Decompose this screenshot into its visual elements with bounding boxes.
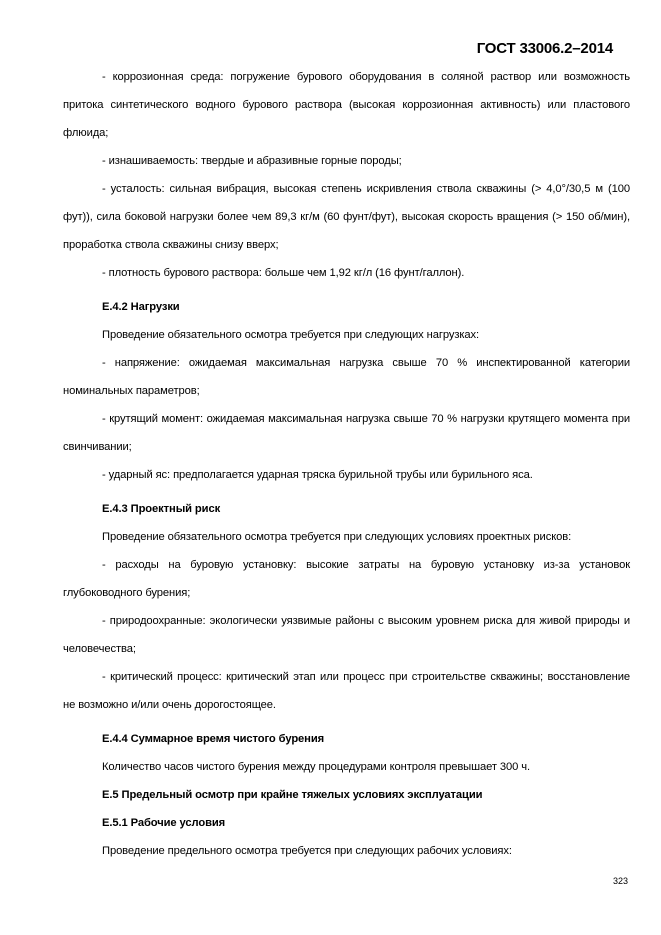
section-heading-operating-conditions: Е.5.1 Рабочие условия bbox=[102, 817, 226, 829]
paragraph-corrosive-environment: - коррозионная среда: погружение бурового оборудования в соляной раствор или возможность притока синтетического водного бурового раствора (высокая коррозионная активность) или пластового флюида; bbox=[63, 71, 630, 139]
section-heading-design-risk: Е.4.3 Проектный риск bbox=[102, 503, 221, 515]
paragraph-mud-density: - плотность бурового раствора: больше чем 1,92 кг/л (16 фунт/галлон). bbox=[102, 267, 465, 279]
paragraph-wear: - изнашиваемость: твердые и абразивные горные породы; bbox=[102, 155, 402, 167]
paragraph-environmental: - природоохранные: экологически уязвимые районы с высоким уровнем риска для живой природы и человечества; bbox=[63, 615, 630, 655]
paragraph-fatigue: - усталость: сильная вибрация, высокая степень искривления ствола скважины (> 4,0°/30,5 м (100 фут)), сила боковой нагрузки более чем 89,3 кг/м (60 фунт/фут), высокая скорость вращения (> 150 об/мин), проработка ствола скважины снизу вверх; bbox=[63, 183, 630, 251]
paragraph-jar: - ударный яс: предполагается ударная тряска бурильной трубы или бурильного яса. bbox=[102, 469, 533, 481]
paragraph-design-risk-intro: Проведение обязательного осмотра требуется при следующих условиях проектных рисков: bbox=[102, 531, 572, 543]
paragraph-tension: - напряжение: ожидаемая максимальная нагрузка свыше 70 % инспектированной категории номинальных параметров; bbox=[63, 357, 630, 397]
paragraph-loads-intro: Проведение обязательного осмотра требуется при следующих нагрузках: bbox=[102, 329, 480, 341]
section-heading-loads: Е.4.2 Нагрузки bbox=[102, 301, 180, 313]
page-number: 323 bbox=[612, 876, 628, 886]
paragraph-drilling-hours: Количество часов чистого бурения между процедурами контроля превышает 300 ч. bbox=[102, 761, 531, 773]
document-body bbox=[63, 63, 630, 865]
section-heading-drilling-time: Е.4.4 Суммарное время чистого бурения bbox=[102, 733, 325, 745]
document-code-header: ГОСТ 33006.2–2014 bbox=[476, 40, 613, 57]
paragraph-critical-process: - критический процесс: критический этап или процесс при строительстве скважины; восстановление не возможно и/или очень дорогостоящее. bbox=[63, 671, 630, 711]
paragraph-rig-costs: - расходы на буровую установку: высокие затраты на буровую установку из-за установок глубоководного бурения; bbox=[63, 559, 630, 599]
section-heading-extreme-inspection: Е.5 Предельный осмотр при крайне тяжелых условиях эксплуатации bbox=[102, 789, 483, 801]
paragraph-operating-conditions-intro: Проведение предельного осмотра требуется при следующих рабочих условиях: bbox=[102, 845, 512, 857]
paragraph-torque: - крутящий момент: ожидаемая максимальная нагрузка свыше 70 % нагрузки крутящего момента при свинчивании; bbox=[63, 413, 630, 453]
